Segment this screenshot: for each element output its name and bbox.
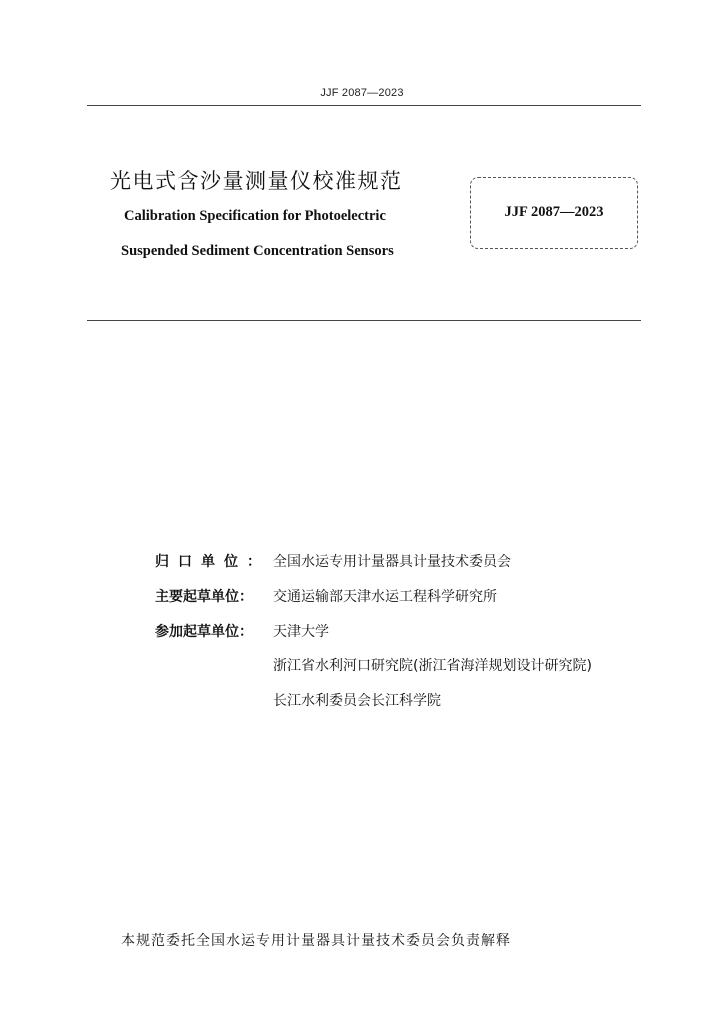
participating-unit-row-2 bbox=[273, 655, 592, 675]
header-document-code: JJF 2087—2023 bbox=[320, 87, 404, 99]
document-code-box-text: JJF 2087—2023 bbox=[504, 204, 604, 220]
participating-unit-row-3 bbox=[273, 690, 441, 710]
title-chinese: 光电式含沙量测量仪校准规范 bbox=[110, 169, 403, 193]
main-drafter-row bbox=[155, 586, 497, 606]
responsible-unit-label: 归口单位： bbox=[155, 554, 270, 570]
participating-unit-value-2: 浙江省水利河口研究院(浙江省海洋规划设计研究院) bbox=[273, 658, 592, 674]
participating-unit-row bbox=[155, 621, 329, 641]
participating-unit-value-3: 长江水利委员会长江科学院 bbox=[273, 693, 441, 709]
participating-unit-value-1: 天津大学 bbox=[273, 624, 329, 640]
title-english-line-2: Suspended Sediment Concentration Sensors bbox=[121, 243, 394, 259]
footer-interpretation-note: 本规范委托全国水运专用计量器具计量技术委员会负责解释 bbox=[121, 933, 511, 949]
responsible-unit-row bbox=[155, 551, 511, 571]
main-drafter-value: 交通运输部天津水运工程科学研究所 bbox=[273, 589, 497, 605]
participating-unit-label: 参加起草单位： bbox=[155, 624, 253, 640]
document-code-box bbox=[470, 177, 638, 249]
main-drafter-label: 主要起草单位： bbox=[155, 589, 253, 605]
title-english-line-1: Calibration Specification for Photoelectric bbox=[124, 208, 386, 224]
header-divider bbox=[87, 105, 641, 106]
responsible-unit-value: 全国水运专用计量器具计量技术委员会 bbox=[273, 554, 511, 570]
title-divider bbox=[87, 320, 641, 321]
